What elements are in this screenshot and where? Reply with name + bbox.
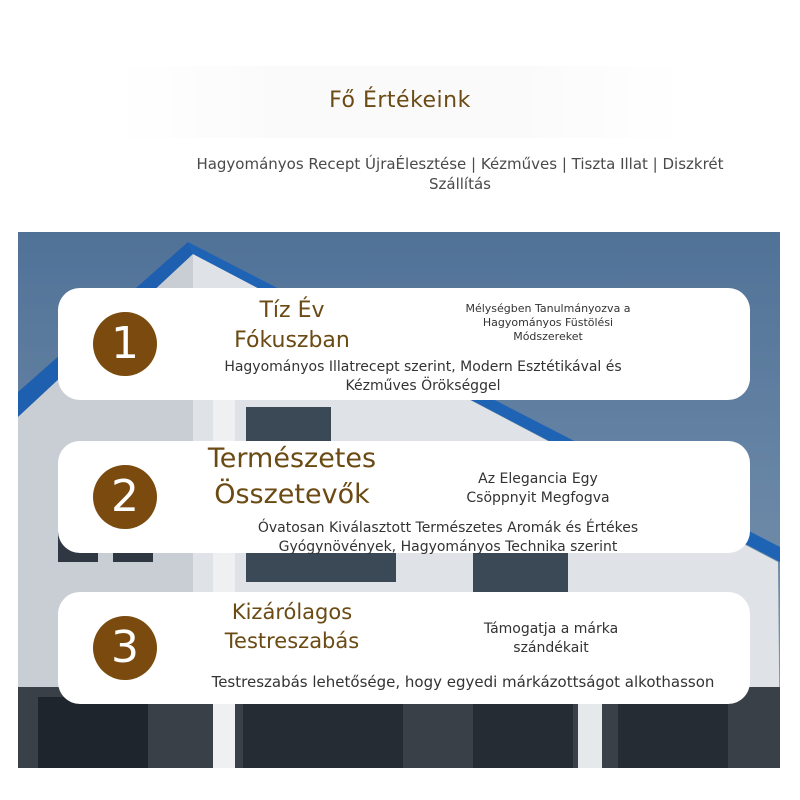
card-description: Hagyományos Illatrecept szerint, Modern Esztétikával és Kézműves Örökséggel: [224, 359, 622, 394]
card-side-note: Mélységben Tanulmányozva a Hagyományos Füstölési Módszereket: [465, 302, 631, 343]
page-subtitle: Hagyományos Recept ÚjraÉlesztése | Kézműves | Tiszta Illat | Diszkrét Szállítás: [196, 155, 724, 193]
card-title: Tíz Év Fókuszban: [234, 298, 350, 353]
card-description: Óvatosan Kiválasztott Természetes Aromák és Értékes Gyógynövények, Hagyományos Technika szerint: [257, 520, 639, 555]
card-side-note: Az Elegancia Egy Csöppnyit Megfogva: [466, 471, 610, 506]
value-card-1: [58, 288, 750, 400]
value-card-2: [58, 441, 750, 553]
number-badge: 2: [93, 465, 157, 529]
card-title: Kizárólagos Testreszabás: [224, 600, 360, 653]
card-side-note: Támogatja a márka szándékait: [483, 621, 619, 656]
number-badge: 3: [93, 616, 157, 680]
page-title: Fő Értékeink: [329, 88, 471, 113]
value-card-3: [58, 592, 750, 704]
card-description: Testreszabás lehetősége, hogy egyedi márkázottságot alkothasson: [211, 673, 715, 691]
number-badge: 1: [93, 312, 157, 376]
card-title: Természetes Összetevők: [207, 443, 377, 510]
